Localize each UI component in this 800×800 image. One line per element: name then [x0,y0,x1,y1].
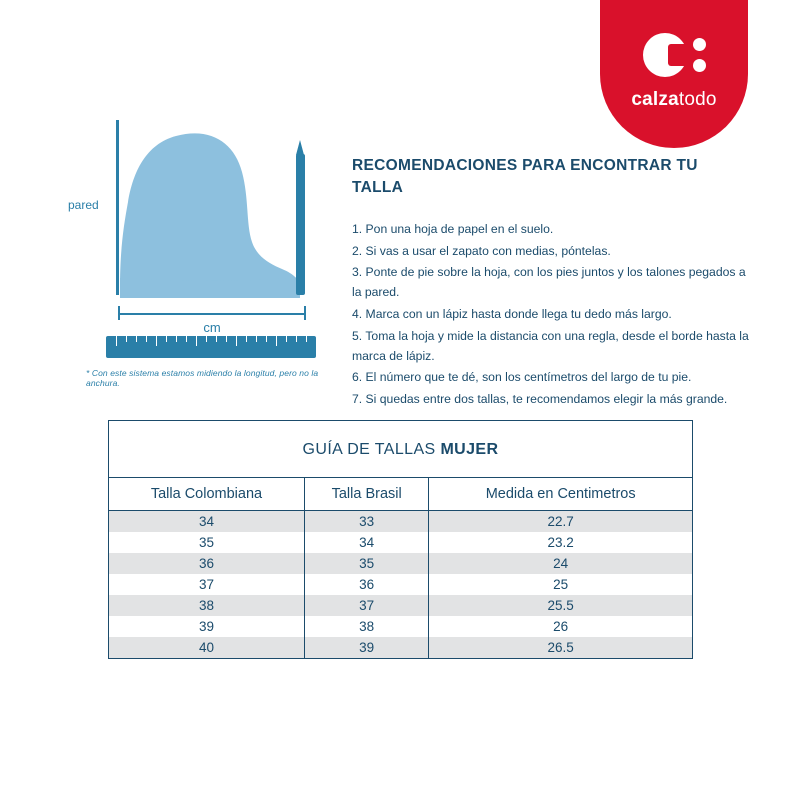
table-header-row [109,478,692,511]
column-header-brazil: Talla Brasil [304,478,428,511]
cell-brazil: 34 [304,532,428,553]
column-header-centimeters: Medida en Centimetros [429,478,692,511]
cell-brazil: 39 [304,637,428,658]
table-row [109,511,692,533]
cell-colombian: 36 [109,553,304,574]
cell-colombian: 38 [109,595,304,616]
cell-colombian: 40 [109,637,304,658]
list-item: 3. Ponte de pie sobre la hoja, con los pies juntos y los talones pegados a la pared. [352,265,746,300]
cell-centimeters: 24 [553,556,569,571]
list-item: 1. Pon una hoja de papel en el suelo. [352,221,554,236]
table-row [109,532,692,553]
size-guide-caption [109,421,692,478]
cell-brazil: 38 [304,616,428,637]
caption-text: GUÍA DE TALLAS [302,441,441,458]
cell-colombian: 35 [109,532,304,553]
cell-centimeters: 23.2 [547,535,574,550]
cell-brazil: 36 [304,574,428,595]
cell-brazil: 37 [304,595,428,616]
recommendations-section [352,155,752,412]
recommendations-list [352,220,752,410]
brand-wordmark [631,89,716,111]
recommendations-title: RECOMENDACIONES PARA ENCONTRAR TU TALLA [352,157,698,197]
list-item: 7. Si quedas entre dos tallas, te recomendamos elegir la más grande. [352,392,728,407]
pencil-icon [296,140,305,295]
list-item: 2. Si vas a usar el zapato con medias, póntelas. [352,243,611,258]
foot-measurement-diagram [68,120,328,390]
cm-label: cm [118,320,306,335]
cell-centimeters: 26 [553,619,569,634]
list-item: 4. Marca con un lápiz hasta donde llega tu dedo más largo. [352,307,672,321]
table-row [109,574,692,595]
foot-illustration-icon [118,128,306,300]
cell-centimeters: 25 [553,577,569,592]
table-row [109,616,692,637]
ruler-icon [106,336,316,358]
table-row [109,595,692,616]
cell-colombian: 34 [109,511,304,533]
cell-centimeters: 25.5 [547,598,574,613]
column-header-colombian: Talla Colombiana [109,478,304,511]
cell-brazil: 35 [304,553,428,574]
logo-colon-icon [693,38,706,72]
caption-bold-text: MUJER [440,441,499,458]
brand-logo-badge [600,0,748,148]
table-row [109,553,692,574]
wall-label: pared [68,198,99,212]
table-row [109,637,692,658]
cell-brazil: 33 [304,511,428,533]
brand-wordmark-bold: calza [631,89,679,110]
size-guide-table [109,421,692,658]
cm-measure-arrow [118,306,306,336]
cell-colombian: 39 [109,616,304,637]
cell-centimeters: 22.7 [547,514,574,529]
logo-c-icon [643,33,687,77]
list-item: 6. El número que te dé, son los centímetros del largo de tu pie. [352,370,692,385]
logo-mark [643,33,706,77]
brand-wordmark-light: todo [678,89,717,110]
diagram-footnote: * Con este sistema estamos midiendo la longitud, pero no la anchura. [86,368,319,388]
cell-centimeters: 26.5 [547,640,574,655]
size-guide-table-container [108,420,693,659]
cell-colombian: 37 [109,574,304,595]
list-item: 5. Toma la hoja y mide la distancia con una regla, desde el borde hasta la marca de lápiz. [352,328,749,363]
